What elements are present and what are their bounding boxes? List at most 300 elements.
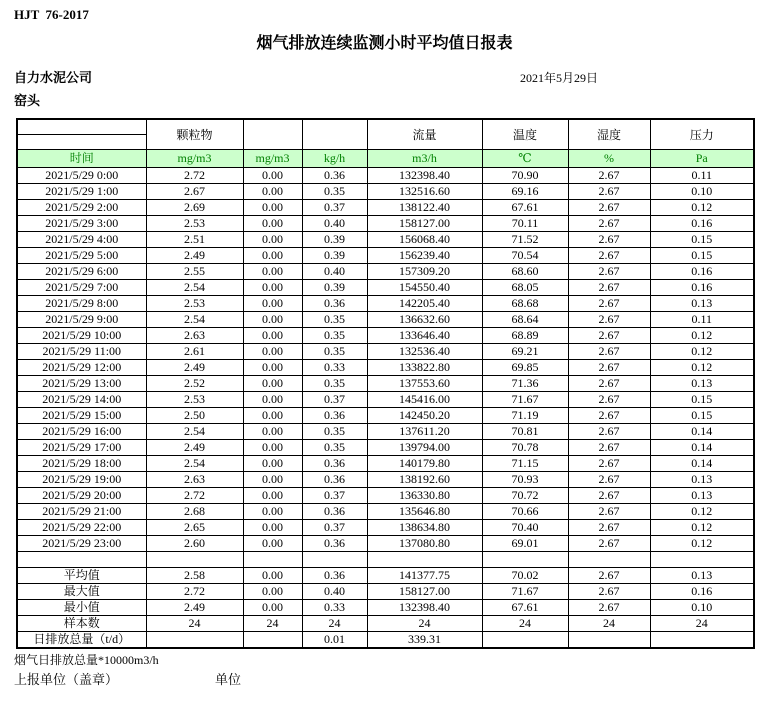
summary-row-average-cell: 2.67: [568, 568, 650, 584]
data-row-cell: 0.12: [650, 520, 754, 536]
data-row-cell: 0.00: [243, 168, 302, 184]
summary-row-sample_count-cell: 24: [243, 616, 302, 632]
summary-row-daily_total-cell: [146, 632, 243, 649]
report-table: [16, 118, 755, 649]
data-row-label: 2021/5/29 13:00: [17, 376, 146, 392]
data-row: [17, 168, 754, 184]
data-row: [17, 440, 754, 456]
data-row-cell: 0.11: [650, 312, 754, 328]
summary-row-sample_count-cell: 24: [568, 616, 650, 632]
col-header-blank-1: [243, 119, 302, 150]
header-row-top: [17, 119, 754, 135]
data-row-cell: 0.39: [302, 232, 367, 248]
data-row-cell: 136632.60: [367, 312, 482, 328]
summary-row-maximum-cell: 0.16: [650, 584, 754, 600]
data-row-cell: 2.72: [146, 168, 243, 184]
page-title: 烟气排放连续监测小时平均值日报表: [256, 35, 513, 52]
summary-row-minimum-cell: 2.49: [146, 600, 243, 616]
data-row-cell: 0.00: [243, 376, 302, 392]
summary-row-minimum-cell: 2.67: [568, 600, 650, 616]
data-row-cell: 2.50: [146, 408, 243, 424]
empty-row-cell: [482, 552, 568, 568]
data-row-cell: 0.00: [243, 360, 302, 376]
data-row-cell: 0.12: [650, 504, 754, 520]
summary-row-minimum-cell: 0.10: [650, 600, 754, 616]
data-row-cell: 71.19: [482, 408, 568, 424]
data-row-cell: 0.36: [302, 472, 367, 488]
data-row: [17, 376, 754, 392]
data-row-cell: 0.00: [243, 248, 302, 264]
data-row-cell: 68.89: [482, 328, 568, 344]
data-row-cell: 70.11: [482, 216, 568, 232]
data-row-cell: 0.00: [243, 392, 302, 408]
summary-row-maximum-cell: 2.67: [568, 584, 650, 600]
data-row-cell: 142450.20: [367, 408, 482, 424]
data-row-cell: 2.67: [568, 456, 650, 472]
data-row-cell: 142205.40: [367, 296, 482, 312]
data-row-label: 2021/5/29 3:00: [17, 216, 146, 232]
data-row-cell: 0.00: [243, 344, 302, 360]
data-row-label: 2021/5/29 6:00: [17, 264, 146, 280]
summary-row-average-label: 平均值: [17, 568, 146, 584]
unit-celsius: ℃: [482, 150, 568, 168]
data-row-cell: 0.00: [243, 312, 302, 328]
data-row-cell: 0.00: [243, 424, 302, 440]
data-row-cell: 0.36: [302, 408, 367, 424]
data-row-cell: 68.05: [482, 280, 568, 296]
data-row-cell: 2.53: [146, 216, 243, 232]
reporting-unit-label: 上报单位（盖章）: [14, 672, 119, 687]
data-row-cell: 0.00: [243, 200, 302, 216]
data-row-cell: 0.33: [302, 360, 367, 376]
data-row-cell: 70.90: [482, 168, 568, 184]
col-header-humidity: 湿度: [568, 119, 650, 150]
data-row-label: 2021/5/29 8:00: [17, 296, 146, 312]
data-row-cell: 0.13: [650, 376, 754, 392]
data-row-cell: 0.00: [243, 504, 302, 520]
data-row-cell: 2.67: [568, 472, 650, 488]
data-row-label: 2021/5/29 15:00: [17, 408, 146, 424]
data-row-cell: 138192.60: [367, 472, 482, 488]
data-row-label: 2021/5/29 1:00: [17, 184, 146, 200]
data-row-cell: 2.67: [568, 408, 650, 424]
data-row-cell: 70.81: [482, 424, 568, 440]
data-row-cell: 0.00: [243, 328, 302, 344]
data-row-cell: 0.16: [650, 264, 754, 280]
data-row-cell: 2.49: [146, 440, 243, 456]
data-row-cell: 132516.60: [367, 184, 482, 200]
data-row-cell: 0.15: [650, 232, 754, 248]
data-row-cell: 0.35: [302, 184, 367, 200]
data-row-cell: 0.40: [302, 216, 367, 232]
summary-row-minimum-cell: 0.00: [243, 600, 302, 616]
data-row-cell: 2.67: [146, 184, 243, 200]
data-row-cell: 0.39: [302, 280, 367, 296]
doc-code: HJT 76-2017: [14, 7, 89, 22]
unit-m3h: m3/h: [367, 150, 482, 168]
data-row-cell: 137611.20: [367, 424, 482, 440]
data-row-label: 2021/5/29 23:00: [17, 536, 146, 552]
data-row: [17, 536, 754, 552]
data-row-cell: 0.35: [302, 328, 367, 344]
data-row-cell: 0.00: [243, 488, 302, 504]
data-row-cell: 0.00: [243, 472, 302, 488]
data-row-cell: 2.54: [146, 456, 243, 472]
data-row-cell: 0.36: [302, 168, 367, 184]
data-row-cell: 2.54: [146, 312, 243, 328]
data-row-cell: 0.35: [302, 376, 367, 392]
time-header-bottom-cell: [17, 135, 146, 150]
data-row-cell: 0.12: [650, 360, 754, 376]
unit-percent: %: [568, 150, 650, 168]
data-row-cell: 0.12: [650, 200, 754, 216]
data-row-cell: 2.67: [568, 392, 650, 408]
data-row-cell: 158127.00: [367, 216, 482, 232]
summary-row-daily_total-cell: [243, 632, 302, 649]
data-row-cell: 0.36: [302, 296, 367, 312]
data-row: [17, 488, 754, 504]
summary-row-average-cell: 0.13: [650, 568, 754, 584]
summary-row-average-cell: 0.36: [302, 568, 367, 584]
empty-row-cell: [650, 552, 754, 568]
data-row-cell: 2.69: [146, 200, 243, 216]
data-row-cell: 0.37: [302, 392, 367, 408]
data-row-cell: 0.16: [650, 216, 754, 232]
data-row-cell: 2.61: [146, 344, 243, 360]
empty-row-label: [17, 552, 146, 568]
data-row-cell: 156239.40: [367, 248, 482, 264]
data-row-cell: 2.51: [146, 232, 243, 248]
data-row-cell: 132536.40: [367, 344, 482, 360]
data-row-cell: 0.13: [650, 296, 754, 312]
data-row-label: 2021/5/29 18:00: [17, 456, 146, 472]
data-row-cell: 145416.00: [367, 392, 482, 408]
time-header: 时间: [17, 150, 146, 168]
data-row-cell: 2.67: [568, 200, 650, 216]
data-row-cell: 70.93: [482, 472, 568, 488]
data-row-label: 2021/5/29 17:00: [17, 440, 146, 456]
data-row-cell: 69.01: [482, 536, 568, 552]
empty-row-cell: [302, 552, 367, 568]
summary-row-sample_count-cell: 24: [302, 616, 367, 632]
summary-row-maximum-cell: 71.67: [482, 584, 568, 600]
data-row: [17, 360, 754, 376]
data-row-cell: 0.16: [650, 280, 754, 296]
unit-label: 单位: [215, 672, 242, 687]
data-row-cell: 2.67: [568, 248, 650, 264]
col-header-particulate: 颗粒物: [146, 119, 243, 150]
empty-row-cell: [146, 552, 243, 568]
data-row-label: 2021/5/29 19:00: [17, 472, 146, 488]
summary-row-sample_count-cell: 24: [146, 616, 243, 632]
data-row-cell: 0.12: [650, 344, 754, 360]
data-row-cell: 140179.80: [367, 456, 482, 472]
data-row-cell: 2.67: [568, 344, 650, 360]
summary-row-daily_total-cell: [650, 632, 754, 649]
data-row-cell: 2.67: [568, 488, 650, 504]
data-row-cell: 2.67: [568, 216, 650, 232]
data-row-cell: 137080.80: [367, 536, 482, 552]
data-row: [17, 456, 754, 472]
data-row-cell: 0.36: [302, 536, 367, 552]
data-row-cell: 71.36: [482, 376, 568, 392]
data-row-label: 2021/5/29 5:00: [17, 248, 146, 264]
data-row-cell: 69.21: [482, 344, 568, 360]
table-head: [17, 119, 754, 168]
data-row-label: 2021/5/29 2:00: [17, 200, 146, 216]
empty-row: [17, 552, 754, 568]
data-row: [17, 504, 754, 520]
data-row-cell: 2.55: [146, 264, 243, 280]
data-row-cell: 136330.80: [367, 488, 482, 504]
data-row-cell: 138122.40: [367, 200, 482, 216]
data-row-cell: 68.64: [482, 312, 568, 328]
data-row: [17, 472, 754, 488]
summary-row-minimum-cell: 0.33: [302, 600, 367, 616]
data-row-cell: 70.54: [482, 248, 568, 264]
data-row-cell: 133822.80: [367, 360, 482, 376]
data-row-cell: 2.53: [146, 392, 243, 408]
data-row-cell: 0.00: [243, 264, 302, 280]
data-row: [17, 264, 754, 280]
data-row-cell: 135646.80: [367, 504, 482, 520]
data-row-cell: 2.67: [568, 440, 650, 456]
data-row-cell: 2.60: [146, 536, 243, 552]
summary-row-sample_count: [17, 616, 754, 632]
data-row-cell: 0.00: [243, 440, 302, 456]
data-row-cell: 0.39: [302, 248, 367, 264]
data-row-cell: 2.67: [568, 360, 650, 376]
col-header-temperature: 温度: [482, 119, 568, 150]
data-row-cell: 0.00: [243, 232, 302, 248]
summary-row-maximum: [17, 584, 754, 600]
unit-row: [17, 150, 754, 168]
summary-row-minimum-cell: 132398.40: [367, 600, 482, 616]
data-row-cell: 0.00: [243, 408, 302, 424]
summary-row-daily_total: [17, 632, 754, 649]
data-row-cell: 0.14: [650, 456, 754, 472]
data-row-cell: 0.00: [243, 456, 302, 472]
table-body: [17, 168, 754, 649]
summary-row-average: [17, 568, 754, 584]
data-row: [17, 520, 754, 536]
summary-row-minimum-label: 最小值: [17, 600, 146, 616]
data-row-cell: 0.15: [650, 392, 754, 408]
data-row-cell: 71.52: [482, 232, 568, 248]
data-row-cell: 137553.60: [367, 376, 482, 392]
data-row: [17, 344, 754, 360]
data-row-cell: 2.67: [568, 168, 650, 184]
unit-pm-mg: mg/m3: [146, 150, 243, 168]
data-row-cell: 2.67: [568, 264, 650, 280]
data-row-cell: 2.68: [146, 504, 243, 520]
data-row-cell: 0.10: [650, 184, 754, 200]
empty-row-cell: [243, 552, 302, 568]
data-row-cell: 0.00: [243, 296, 302, 312]
data-row-cell: 2.49: [146, 248, 243, 264]
summary-row-sample_count-label: 样本数: [17, 616, 146, 632]
data-row-cell: 2.67: [568, 520, 650, 536]
data-row-label: 2021/5/29 11:00: [17, 344, 146, 360]
data-row-cell: 0.36: [302, 504, 367, 520]
data-row-cell: 2.53: [146, 296, 243, 312]
data-row-cell: 2.67: [568, 280, 650, 296]
data-row-cell: 2.67: [568, 536, 650, 552]
data-row-cell: 154550.40: [367, 280, 482, 296]
data-row-cell: 156068.40: [367, 232, 482, 248]
empty-row-cell: [367, 552, 482, 568]
summary-row-maximum-cell: 158127.00: [367, 584, 482, 600]
data-row-cell: 0.37: [302, 200, 367, 216]
unit-mg: mg/m3: [243, 150, 302, 168]
data-row-cell: 0.13: [650, 488, 754, 504]
summary-row-average-cell: 141377.75: [367, 568, 482, 584]
data-row: [17, 216, 754, 232]
summary-row-maximum-cell: 0.00: [243, 584, 302, 600]
data-row-label: 2021/5/29 12:00: [17, 360, 146, 376]
data-row-cell: 0.15: [650, 408, 754, 424]
data-row-cell: 139794.00: [367, 440, 482, 456]
time-header-top-cell: [17, 119, 146, 135]
data-row: [17, 424, 754, 440]
data-row-cell: 2.49: [146, 360, 243, 376]
data-row: [17, 232, 754, 248]
data-row-cell: 0.36: [302, 456, 367, 472]
data-row-cell: 0.35: [302, 312, 367, 328]
summary-row-daily_total-cell: [482, 632, 568, 649]
company-name: 自力水泥公司: [14, 70, 93, 85]
data-row-cell: 0.12: [650, 536, 754, 552]
data-row-cell: 70.72: [482, 488, 568, 504]
data-row-cell: 2.67: [568, 328, 650, 344]
data-row-cell: 0.00: [243, 520, 302, 536]
data-row-cell: 2.65: [146, 520, 243, 536]
empty-row-cell: [568, 552, 650, 568]
data-row: [17, 280, 754, 296]
data-row-cell: 2.67: [568, 424, 650, 440]
col-header-blank-2: [302, 119, 367, 150]
data-row-label: 2021/5/29 9:00: [17, 312, 146, 328]
data-row-cell: 0.40: [302, 264, 367, 280]
report-date: 2021年5月29日: [520, 71, 599, 85]
data-row-label: 2021/5/29 7:00: [17, 280, 146, 296]
data-row: [17, 184, 754, 200]
data-row-label: 2021/5/29 16:00: [17, 424, 146, 440]
col-header-pressure: 压力: [650, 119, 754, 150]
data-row-cell: 138634.80: [367, 520, 482, 536]
data-row-cell: 70.78: [482, 440, 568, 456]
data-row: [17, 408, 754, 424]
data-row: [17, 328, 754, 344]
data-row: [17, 392, 754, 408]
summary-row-minimum-cell: 67.61: [482, 600, 568, 616]
summary-row-average-cell: 0.00: [243, 568, 302, 584]
data-row-cell: 2.54: [146, 424, 243, 440]
data-row-label: 2021/5/29 4:00: [17, 232, 146, 248]
data-row-cell: 69.16: [482, 184, 568, 200]
data-row: [17, 200, 754, 216]
data-row-cell: 2.67: [568, 504, 650, 520]
data-row: [17, 296, 754, 312]
data-row-cell: 0.37: [302, 520, 367, 536]
data-row-cell: 0.00: [243, 536, 302, 552]
data-row-cell: 2.67: [568, 184, 650, 200]
data-row: [17, 312, 754, 328]
data-row-cell: 2.67: [568, 232, 650, 248]
data-row-label: 2021/5/29 10:00: [17, 328, 146, 344]
data-row-cell: 2.54: [146, 280, 243, 296]
summary-row-maximum-cell: 2.72: [146, 584, 243, 600]
summary-row-average-cell: 70.02: [482, 568, 568, 584]
summary-row-sample_count-cell: 24: [650, 616, 754, 632]
footnote: 烟气日排放总量*10000m3/h: [14, 653, 159, 667]
data-row-label: 2021/5/29 14:00: [17, 392, 146, 408]
data-row-cell: 68.68: [482, 296, 568, 312]
data-row-cell: 2.67: [568, 296, 650, 312]
col-header-flow: 流量: [367, 119, 482, 150]
data-row-cell: 0.00: [243, 216, 302, 232]
data-row-cell: 0.00: [243, 184, 302, 200]
unit-pa: Pa: [650, 150, 754, 168]
data-row-label: 2021/5/29 20:00: [17, 488, 146, 504]
data-row-cell: 70.66: [482, 504, 568, 520]
data-row-cell: 2.63: [146, 328, 243, 344]
summary-row-daily_total-cell: 0.01: [302, 632, 367, 649]
summary-row-minimum: [17, 600, 754, 616]
summary-row-sample_count-cell: 24: [367, 616, 482, 632]
unit-kgh: kg/h: [302, 150, 367, 168]
data-row-cell: 0.35: [302, 440, 367, 456]
data-row-cell: 0.11: [650, 168, 754, 184]
summary-row-daily_total-cell: 339.31: [367, 632, 482, 649]
data-row-cell: 0.00: [243, 280, 302, 296]
summary-row-maximum-cell: 0.40: [302, 584, 367, 600]
data-row-label: 2021/5/29 21:00: [17, 504, 146, 520]
summary-row-maximum-label: 最大值: [17, 584, 146, 600]
data-row-cell: 71.15: [482, 456, 568, 472]
data-row-label: 2021/5/29 22:00: [17, 520, 146, 536]
data-row-cell: 0.12: [650, 328, 754, 344]
data-row-cell: 133646.40: [367, 328, 482, 344]
data-row-label: 2021/5/29 0:00: [17, 168, 146, 184]
data-row-cell: 67.61: [482, 200, 568, 216]
summary-row-average-cell: 2.58: [146, 568, 243, 584]
data-row-cell: 71.67: [482, 392, 568, 408]
summary-row-daily_total-cell: [568, 632, 650, 649]
data-row-cell: 132398.40: [367, 168, 482, 184]
summary-row-daily_total-label: 日排放总量（t/d）: [17, 632, 146, 649]
data-row-cell: 0.15: [650, 248, 754, 264]
data-row-cell: 2.67: [568, 376, 650, 392]
data-row-cell: 157309.20: [367, 264, 482, 280]
data-row-cell: 69.85: [482, 360, 568, 376]
data-row-cell: 0.14: [650, 440, 754, 456]
data-row-cell: 68.60: [482, 264, 568, 280]
data-row-cell: 2.52: [146, 376, 243, 392]
data-row-cell: 0.13: [650, 472, 754, 488]
data-row-cell: 70.40: [482, 520, 568, 536]
data-row-cell: 0.35: [302, 424, 367, 440]
data-row: [17, 248, 754, 264]
data-row-cell: 2.72: [146, 488, 243, 504]
summary-row-sample_count-cell: 24: [482, 616, 568, 632]
data-row-cell: 0.14: [650, 424, 754, 440]
data-row-cell: 0.37: [302, 488, 367, 504]
data-row-cell: 2.67: [568, 312, 650, 328]
data-row-cell: 2.63: [146, 472, 243, 488]
monitoring-point: 窑头: [14, 93, 41, 108]
data-row-cell: 0.35: [302, 344, 367, 360]
